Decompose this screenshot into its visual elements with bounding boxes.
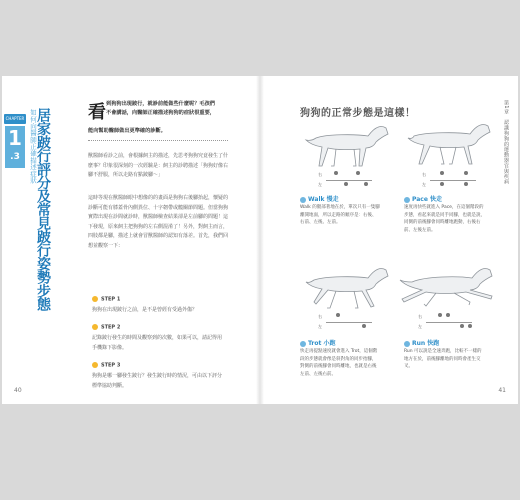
chapter-tag: CHAPTER <box>4 114 26 124</box>
section-subtitle: 如何向醫師正確描述症狀 <box>29 109 37 184</box>
paw-print-icon <box>468 324 472 328</box>
walk-left-label: 左 <box>318 182 322 187</box>
gait-section-title: 狗狗的正常步態是這樣！ <box>300 108 416 119</box>
paw-print-icon <box>438 313 442 317</box>
trot-footprint-line <box>326 322 372 323</box>
step-2-text: 記錄跛行發生的時間及觀察到的次數，如果可以，請記得用手機錄下影像。 <box>92 335 223 351</box>
paw-print-icon <box>464 171 468 175</box>
paw-print-icon <box>356 171 360 175</box>
pace-right-label: 右 <box>422 172 426 177</box>
run-dog-illustration <box>396 256 500 316</box>
pace-left-label: 左 <box>422 182 426 187</box>
walk-description: Walk 的腿部著地在於，單次只有一隻腳離開地面，所以走路的順序是：右後、右前、左後、左前。 <box>300 205 380 225</box>
paw-print-icon <box>344 182 348 186</box>
run-footprint-line <box>426 322 472 323</box>
drop-cap: 看 <box>88 102 106 123</box>
paw-print-icon <box>446 313 450 317</box>
chapter-number-sub: .3 <box>10 152 20 162</box>
run-right-label: 右 <box>418 314 422 319</box>
pace-label: Pace 快走 <box>404 194 442 203</box>
step-1-text: 狗狗在出現跛行之前，是不是曾經有受過外傷？ <box>92 307 198 313</box>
paragraph-2: 這時等現在獸醫師眼中想像的的畫面是狗狗右後腳抬起，懷疑的診斷可能有膝蓋骨內側異位、十字韌帶或髖關節問題。但當狗狗實際出現在診間就診時，獸醫師檢查結果卻是左前腳的問題！這下發現，原來飼主把狗狗的左右側混淆了！另外，對飼主而言，四肢都是腳，描述上就會冒獸醫師的認知有落差。首先，我們回想並觀察一下： <box>88 195 229 249</box>
trot-label: Trot 小跑 <box>300 338 335 347</box>
page-number-left: 40 <box>14 387 22 394</box>
step-2-label: STEP 2 <box>92 324 120 331</box>
left-page <box>2 76 260 404</box>
intro-line-2: 不會講話，向醫師正確描述狗狗的症狀很重要， <box>106 110 215 116</box>
chapter-number <box>5 126 25 168</box>
chapter-number-main: 1 <box>8 126 22 150</box>
paw-print-icon <box>364 182 368 186</box>
paw-print-icon <box>362 324 366 328</box>
paw-print-icon <box>334 171 338 175</box>
walk-right-label: 右 <box>318 172 322 177</box>
paw-icon <box>300 197 306 203</box>
page-number-right: 41 <box>498 387 506 394</box>
section-title: 居家跛行評分及常見跛行姿勢步態 <box>35 108 51 311</box>
step-bullet-icon <box>92 324 98 330</box>
intro-line-3: 能向幫助醫師做出更準確的診斷。 <box>88 128 166 134</box>
paw-print-icon <box>336 313 340 317</box>
trot-left-label: 左 <box>318 324 322 329</box>
pace-footprint-line <box>430 180 476 181</box>
running-header: 第1章 認識狗狗的運動器官與疾病 <box>503 100 509 185</box>
intro-divider <box>88 140 228 141</box>
right-page <box>260 76 518 404</box>
paw-icon <box>404 341 410 347</box>
walk-footprint-line <box>326 180 372 181</box>
run-description: Run 可以說是全速奔跑，比較不一樣的地方在於，前後腳離地的同時會產生交叉。 <box>404 349 482 369</box>
step-bullet-icon <box>92 362 98 368</box>
paw-print-icon <box>440 171 444 175</box>
walk-label: Walk 慢走 <box>300 194 339 203</box>
pace-description: 速度再快些就進入 Pace，在這個階段的步態，看起來就是同手同腳，也就是說，同側的前後腳會同時離地跑動，右後右前、左後左前。 <box>404 205 485 233</box>
step-bullet-icon <box>92 296 98 302</box>
run-left-label: 左 <box>418 324 422 329</box>
trot-description: 快走再提點速度就會進入 Trot，這個階段的步態就會像是斜對角的同步抬腳，對側的前後腳會同時離地，也就是右後左前、左後右前。 <box>300 349 378 377</box>
run-label: Run 快跑 <box>404 338 439 347</box>
book-gutter <box>256 76 264 404</box>
paw-print-icon <box>464 182 468 186</box>
paw-icon <box>404 197 410 203</box>
intro-line-1: 到狗狗出現跛行，就診前能做些什麼呢？毛孩們 <box>106 101 215 107</box>
step-3-text: 狗狗是哪一腳發生跛行？發生跛行時的情況，可由以下評分標準協助判斷。 <box>92 373 223 389</box>
trot-right-label: 右 <box>318 314 322 319</box>
step-1-label: STEP 1 <box>92 296 120 303</box>
paragraph-1: 獸醫師看診之前，會根據飼主的描述，先思考狗狗究竟發生了什麼事？印象很深刻的一次經驗是：飼主的診聘描述「狗狗好像右腳不舒服，所以走路有點跛腳～」 <box>88 153 229 178</box>
walk-dog-illustration <box>296 116 396 176</box>
trot-dog-illustration <box>296 256 396 320</box>
pace-dog-illustration <box>400 112 500 176</box>
step-3-label: STEP 3 <box>92 362 120 369</box>
paw-print-icon <box>460 324 464 328</box>
paw-icon <box>300 341 306 347</box>
paw-print-icon <box>440 182 444 186</box>
